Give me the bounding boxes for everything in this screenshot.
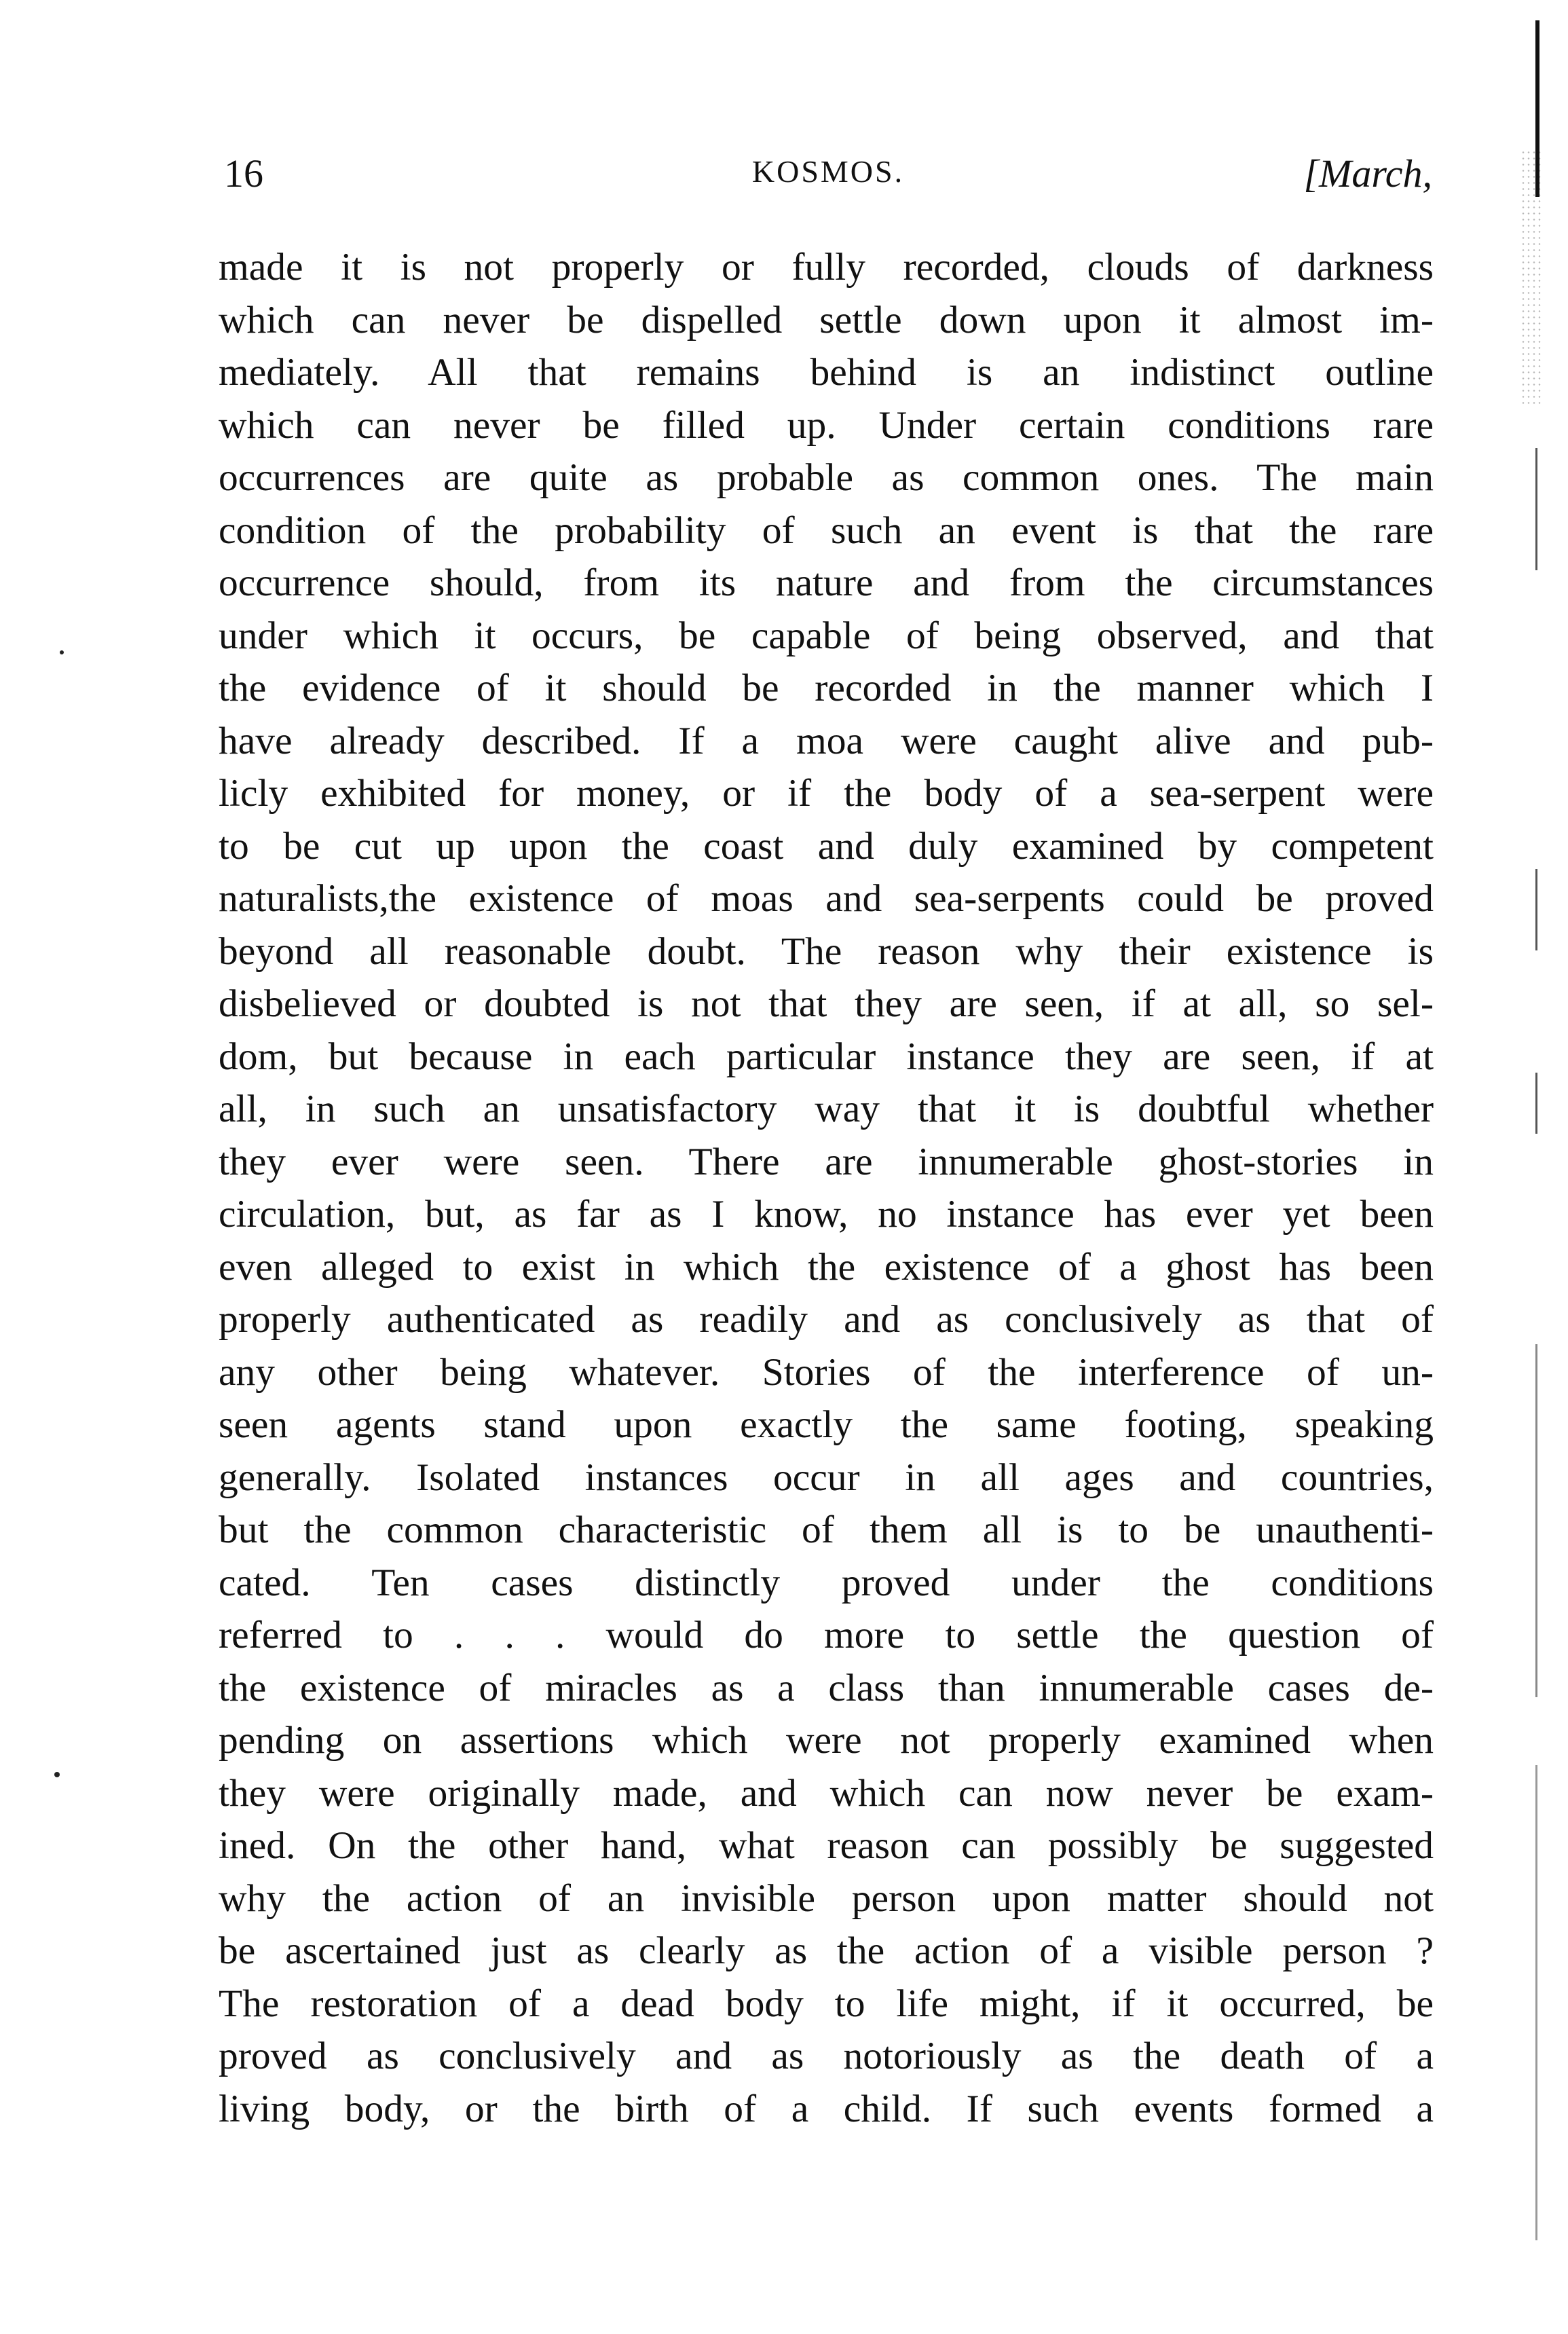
text-line: made it is not properly or fully recorded, clouds of darkness (219, 246, 1434, 289)
text-line: ined. On the other hand, what reason can possibly be suggested (219, 1824, 1434, 1867)
text-line: referred to . . . would do more to settle the question of (219, 1614, 1434, 1656)
text-line: disbelieved or doubted is not that they are seen, if at all, so sel- (219, 982, 1434, 1025)
text-line: living body, or the birth of a child. If such events formed a (219, 2087, 1434, 2130)
page-number: 16 (224, 151, 263, 196)
text-line: which can never be filled up. Under certain conditions rare (219, 403, 1434, 447)
text-line: have already described. If a moa were caught alive and pub- (219, 719, 1434, 762)
text-line: condition of the probability of such an event is that the rare (219, 508, 1434, 552)
text-line: occurrences are quite as probable as common ones. The main (219, 456, 1434, 499)
running-header (224, 151, 1432, 205)
running-title: KOSMOS. (751, 154, 905, 189)
text-line: all, in such an unsatisfactory way that it is doubtful whether (219, 1088, 1434, 1130)
gutter-edge-line (1535, 20, 1539, 197)
text-line: seen agents stand upon exactly the same footing, speaking (219, 1403, 1434, 1446)
text-line: naturalists,the existence of moas and sea-serpents could be proved (219, 877, 1434, 920)
text-line: under which it occurs, be capable of being observed, and that (219, 614, 1434, 657)
margin-speck (60, 650, 64, 654)
body-paragraph (219, 241, 1434, 2135)
text-line: occurrence should, from its nature and from the circumstances (219, 561, 1434, 604)
text-line: even alleged to exist in which the existence of a ghost has been (219, 1245, 1434, 1289)
text-line: pending on assertions which were not properly examined when (219, 1719, 1434, 1762)
text-line: licly exhibited for money, or if the body of a sea-serpent were (219, 772, 1434, 815)
text-line: The restoration of a dead body to life might, if it occurred, be (219, 1982, 1434, 2025)
text-line: to be cut up upon the coast and duly examined by competent (219, 824, 1434, 868)
text-line: they were originally made, and which can now never be exam- (219, 1771, 1434, 1815)
gutter-edge-line (1535, 869, 1537, 950)
text-line: which can never be dispelled settle down upon it almost im- (219, 298, 1434, 341)
gutter-edge-line (1535, 448, 1537, 570)
text-line: why the action of an invisible person upon matter should not (219, 1876, 1434, 1920)
text-line: but the common characteristic of them all is to be unauthenti- (219, 1508, 1434, 1551)
gutter-edge-line (1535, 1344, 1537, 1697)
margin-speck (54, 1772, 60, 1777)
text-line: properly authenticated as readily and as conclusively as that of (219, 1298, 1434, 1341)
text-line: dom, but because in each particular instance they are seen, if at (219, 1035, 1434, 1078)
text-line: they ever were seen. There are innumerable ghost-stories in (219, 1140, 1434, 1183)
gutter-edge-line (1535, 1765, 1537, 2240)
text-line: the existence of miracles as a class than innumerable cases de- (219, 1666, 1434, 1709)
text-line: beyond all reasonable doubt. The reason why their existence is (219, 929, 1434, 973)
running-date: [March, (1303, 151, 1432, 196)
text-line: generally. Isolated instances occur in all ages and countries, (219, 1456, 1434, 1499)
text-line: cated. Ten cases distinctly proved under the conditions (219, 1561, 1434, 1604)
text-line: any other being whatever. Stories of the interference of un- (219, 1350, 1434, 1394)
text-line: proved as conclusively and as notoriously as the death of a (219, 2035, 1434, 2077)
text-line: circulation, but, as far as I know, no instance has ever yet been (219, 1193, 1434, 1236)
gutter-edge-line (1535, 1073, 1537, 1134)
text-line: the evidence of it should be recorded in the manner which I (219, 667, 1434, 709)
text-line: mediately. All that remains behind is an indistinct outline (219, 351, 1434, 394)
text-line: be ascertained just as clearly as the action of a visible person ? (219, 1929, 1434, 1972)
